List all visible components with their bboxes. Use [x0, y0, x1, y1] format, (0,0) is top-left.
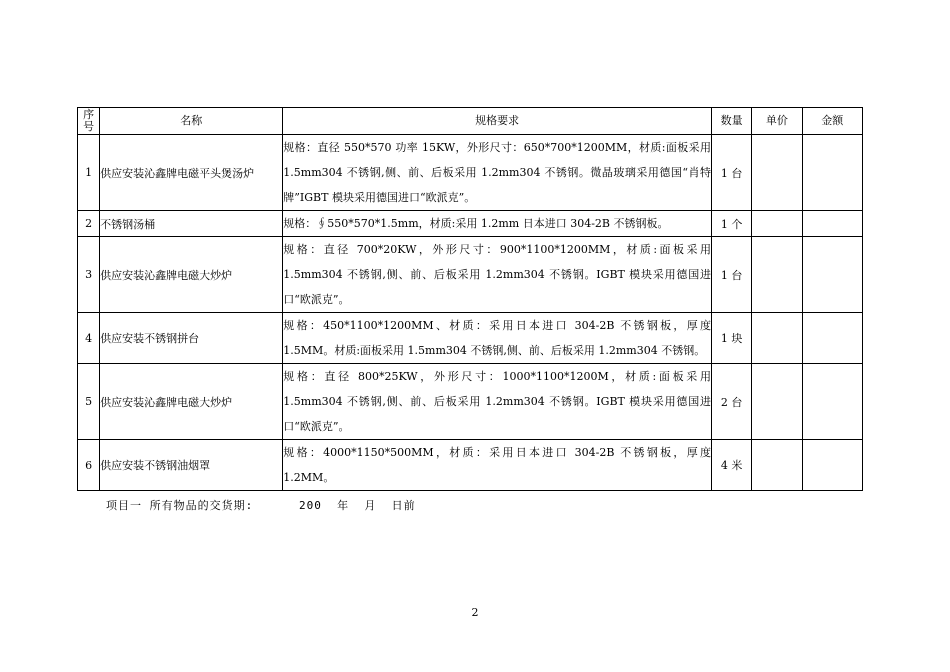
row-qty: 1 台: [712, 237, 752, 313]
row-no: 3: [78, 237, 100, 313]
row-no: 1: [78, 135, 100, 211]
table-row: [78, 135, 863, 211]
row-amount: [802, 313, 862, 364]
row-name: 不锈钢汤桶: [100, 211, 283, 237]
row-amount: [802, 135, 862, 211]
row-qty: 1 台: [712, 135, 752, 211]
row-qty: 1 块: [712, 313, 752, 364]
row-price: [752, 364, 802, 440]
header-spec: 规格要求: [283, 108, 712, 135]
row-amount: [802, 211, 862, 237]
header-amount: 金额: [802, 108, 862, 135]
header-name: 名称: [100, 108, 283, 135]
table-row: [78, 313, 863, 364]
page-number: 2: [471, 606, 479, 619]
row-name: 供应安装沁鑫牌电磁大炒炉: [100, 237, 283, 313]
row-spec: 规格：直径 550*570 功率 15KW，外形尺寸：650*700*1200MM，材质:面板采用 1.5mm304 不锈钢,侧、前、后板采用 1.2mm304 不锈钢。微晶玻璃采用德国“肖特牌”IGBT 模块采用德国进口“欧派克”。: [283, 135, 712, 211]
row-name: 供应安装沁鑫牌电磁大炒炉: [100, 364, 283, 440]
row-no: 4: [78, 313, 100, 364]
row-price: [752, 211, 802, 237]
header-price: 单价: [752, 108, 802, 135]
row-spec: 规格：4000*1150*500MM，材质：采用日本进口 304-2B 不锈钢板，厚度 1.2MM。: [283, 440, 712, 491]
row-name: 供应安装沁鑫牌电磁平头煲汤炉: [100, 135, 283, 211]
row-spec: 规格：直径 700*20KW，外形尺寸：900*1100*1200MM，材质:面板采用 1.5mm304 不锈钢,侧、前、后板采用 1.2mm304 不锈钢。IGBT 模块采用德国进口“欧派克”。: [283, 237, 712, 313]
row-qty: 4 米: [712, 440, 752, 491]
delivery-note: 项目一 所有物品的交货期: 200 年 月 日前: [106, 499, 416, 512]
table-row: [78, 211, 863, 237]
table-row: [78, 440, 863, 491]
row-spec: 规格：∮550*570*1.5mm，材质:采用 1.2mm 日本进口 304-2B 不锈钢板。: [283, 211, 712, 237]
table-row: [78, 364, 863, 440]
row-qty: 1 个: [712, 211, 752, 237]
table-row: [78, 237, 863, 313]
row-amount: [802, 364, 862, 440]
row-amount: [802, 440, 862, 491]
row-price: [752, 313, 802, 364]
row-no: 5: [78, 364, 100, 440]
row-price: [752, 440, 802, 491]
row-name: 供应安装不锈钢拼台: [100, 313, 283, 364]
specification-table: [77, 107, 863, 491]
row-no: 6: [78, 440, 100, 491]
row-name: 供应安装不锈钢油烟罩: [100, 440, 283, 491]
row-spec: 规格：450*1100*1200MM、材质：采用日本进口 304-2B 不锈钢板，厚度 1.5MM。材质:面板采用 1.5mm304 不锈钢,侧、前、后板采用 1.2mm304 不锈钢。: [283, 313, 712, 364]
table-header-row: [78, 108, 863, 135]
header-qty: 数量: [712, 108, 752, 135]
row-qty: 2 台: [712, 364, 752, 440]
row-spec: 规格：直径 800*25KW，外形尺寸：1000*1100*1200M，材质:面板采用 1.5mm304 不锈钢,侧、前、后板采用 1.2mm304 不锈钢。IGBT 模块采用德国进口“欧派克”。: [283, 364, 712, 440]
row-price: [752, 237, 802, 313]
row-no: 2: [78, 211, 100, 237]
row-amount: [802, 237, 862, 313]
row-price: [752, 135, 802, 211]
header-no: 序 号: [78, 108, 100, 135]
